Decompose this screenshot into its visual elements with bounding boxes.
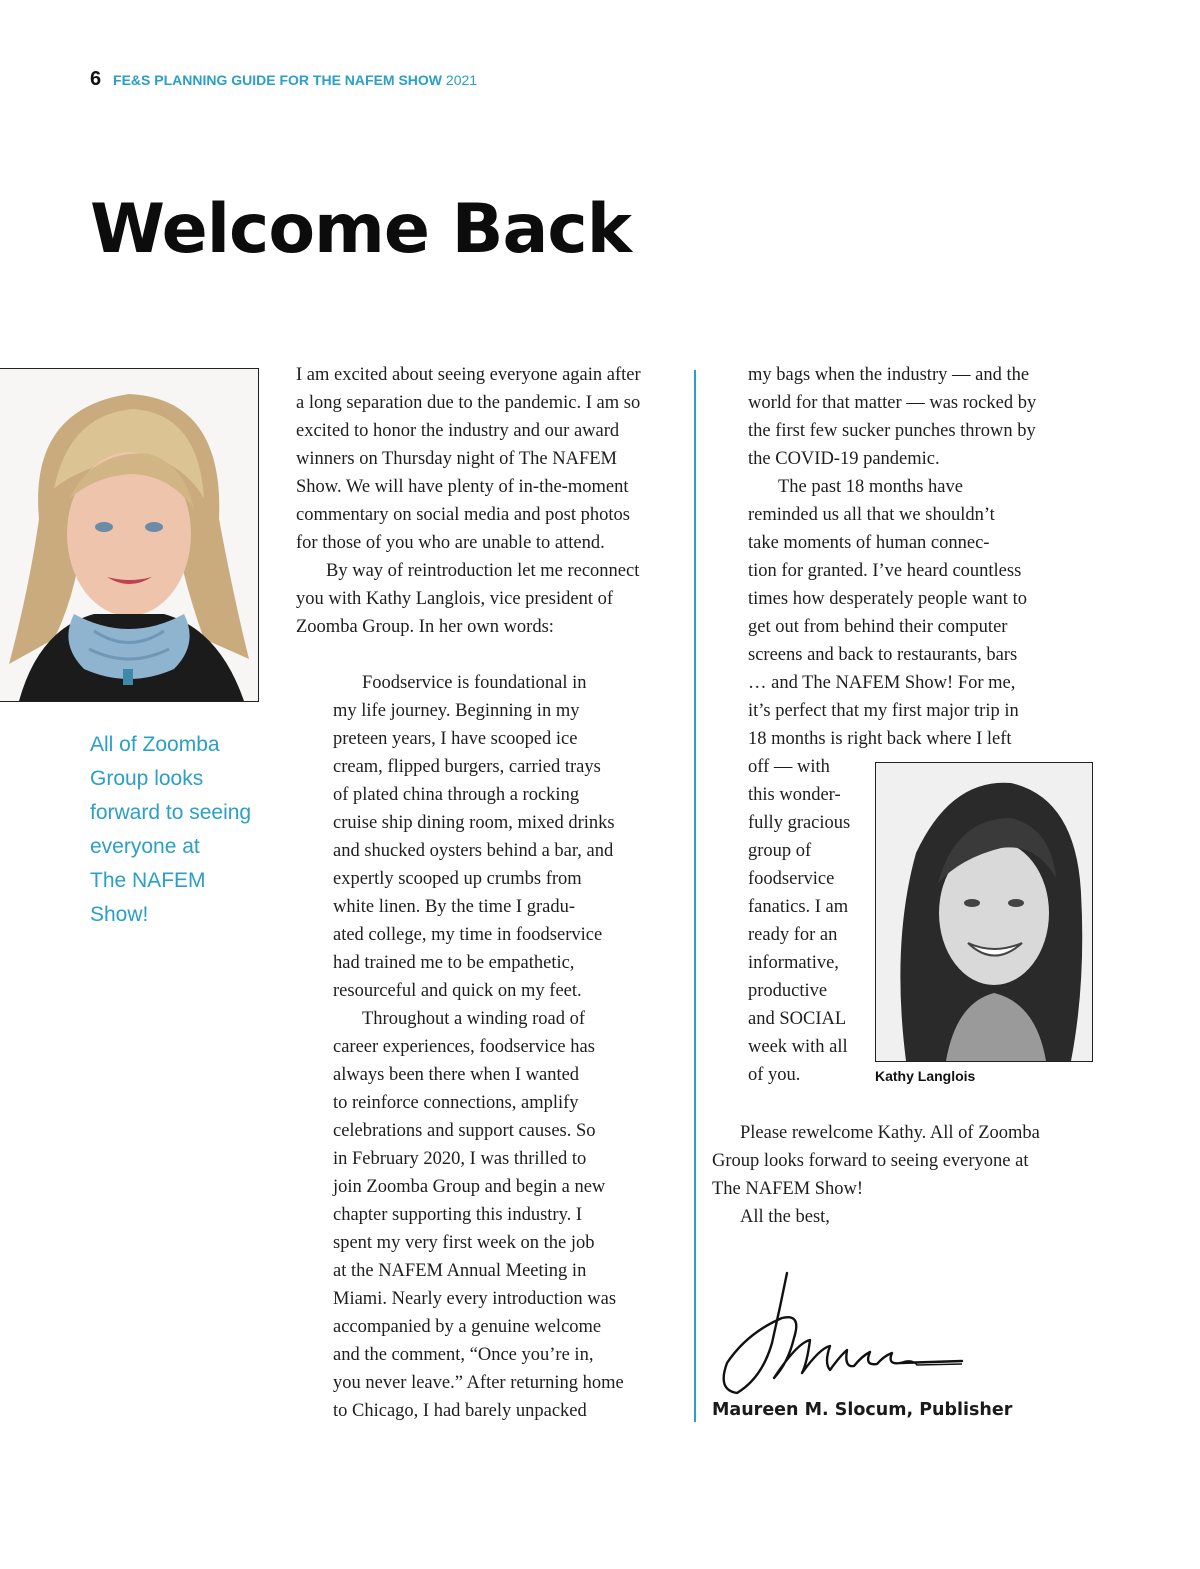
quote-text-line: of plated china through a rocking <box>333 785 580 805</box>
kathy-quote-block <box>333 669 624 1425</box>
body-text-line: informative, <box>748 953 839 973</box>
body-text-line: for those of you who are unable to attend. <box>296 533 605 553</box>
quote-text-line: join Zoomba Group and begin a new <box>333 1177 606 1197</box>
kathy-photo-caption: Kathy Langlois <box>875 1068 976 1084</box>
body-text-line: 18 months is right back where I left <box>748 729 1012 749</box>
body-text-line: By way of reintroduction let me reconnect <box>326 561 640 581</box>
handwritten-signature <box>712 1268 972 1398</box>
body-text-line: fanatics. I am <box>748 897 849 917</box>
body-text-line: productive <box>748 981 828 1001</box>
body-text-line: the COVID-19 pandemic. <box>748 449 940 469</box>
pull-quote-line: Show! <box>90 903 149 926</box>
quote-text-line: in February 2020, I was thrilled to <box>333 1149 587 1169</box>
body-text-line: winners on Thursday night of The NAFEM <box>296 449 617 469</box>
running-header <box>90 68 477 91</box>
quote-text-line: ated college, my time in foodservice <box>333 925 603 945</box>
kathy-photo <box>875 762 1093 1062</box>
quote-text-line: cream, flipped burgers, carried trays <box>333 757 601 777</box>
body-text-line: times how desperately people want to <box>748 589 1027 609</box>
quote-text-line: resourceful and quick on my feet. <box>333 981 582 1001</box>
body-text-line: this wonder- <box>748 785 841 805</box>
body-text-line: off — with <box>748 757 830 777</box>
quote-text-line: expertly scooped up crumbs from <box>333 869 582 889</box>
quote-text-line: preteen years, I have scooped ice <box>333 729 578 749</box>
body-text-line: reminded us all that we shouldn’t <box>748 505 995 525</box>
quote-text-line: chapter supporting this industry. I <box>333 1205 583 1225</box>
body-text-line: you with Kathy Langlois, vice president of <box>296 589 614 609</box>
quote-text-line: to reinforce connections, amplify <box>333 1093 579 1113</box>
quote-text-line: you never leave.” After returning home <box>333 1373 624 1393</box>
body-text-line: get out from behind their computer <box>748 617 1008 637</box>
publication-year: 2021 <box>445 72 478 88</box>
quote-text-line: white linen. By the time I gradu- <box>333 897 575 917</box>
body-text-line: week with all <box>748 1037 848 1057</box>
quote-text-line: at the NAFEM Annual Meeting in <box>333 1261 587 1281</box>
body-text-line: and SOCIAL <box>748 1009 847 1029</box>
publication-name: FE&S PLANNING GUIDE FOR THE NAFEM SHOW <box>113 72 443 88</box>
body-text-line: the first few sucker punches thrown by <box>748 421 1036 441</box>
pull-quote-line: forward to seeing <box>90 801 252 824</box>
body-text-line: group of <box>748 841 812 861</box>
body-text-line: I am excited about seeing everyone again after <box>296 365 641 385</box>
quote-text-line: and the comment, “Once you’re in, <box>333 1345 594 1365</box>
quote-text-line: celebrations and support causes. So <box>333 1121 596 1141</box>
quote-text-line: to Chicago, I had barely unpacked <box>333 1401 587 1421</box>
quote-text-line: my life journey. Beginning in my <box>333 701 580 721</box>
body-text-line: world for that matter — was rocked by <box>748 393 1037 413</box>
quote-text-line: had trained me to be empathetic, <box>333 953 575 973</box>
signature-caption: Maureen M. Slocum, Publisher <box>712 1400 1013 1420</box>
body-text-line: fully gracious <box>748 813 851 833</box>
column-divider <box>694 370 696 1422</box>
quote-text-line: spent my very first week on the job <box>333 1233 595 1253</box>
body-text-line: it’s perfect that my first major trip in <box>748 701 1019 721</box>
quote-text-line: always been there when I wanted <box>333 1065 580 1085</box>
body-column-1 <box>296 361 641 641</box>
page-number: 6 <box>90 68 102 90</box>
body-text-line: screens and back to restaurants, bars <box>748 645 1018 665</box>
body-text-line: excited to honor the industry and our award <box>296 421 620 441</box>
closing-text-line: Group looks forward to seeing everyone at <box>712 1151 1029 1171</box>
closing-text-line: All the best, <box>740 1207 830 1227</box>
page-title: Welcome Back <box>90 190 631 269</box>
closing-text-line: Please rewelcome Kathy. All of Zoomba <box>740 1123 1040 1143</box>
body-text-line: foodservice <box>748 869 835 889</box>
quote-text-line: Foodservice is foundational in <box>362 673 587 693</box>
closing-text-line: The NAFEM Show! <box>712 1179 864 1199</box>
body-text-line: ready for an <box>748 925 838 945</box>
body-text-line: my bags when the industry — and the <box>748 365 1030 385</box>
body-text-line: Show. We will have plenty of in-the-moment <box>296 477 629 497</box>
quote-text-line: Throughout a winding road of <box>362 1009 585 1029</box>
pull-quote-line: The NAFEM <box>90 869 206 892</box>
pull-quote-line: everyone at <box>90 835 200 858</box>
quote-text-line: accompanied by a genuine welcome <box>333 1317 602 1337</box>
pull-quote <box>90 728 280 932</box>
publisher-photo <box>0 368 259 702</box>
quote-text-line: cruise ship dining room, mixed drinks <box>333 813 615 833</box>
pull-quote-line: All of Zoomba <box>90 733 220 756</box>
body-text-line: commentary on social media and post photos <box>296 505 630 525</box>
body-text-line: The past 18 months have <box>778 477 963 497</box>
body-text-line: Zoomba Group. In her own words: <box>296 617 554 637</box>
body-text-line: tion for granted. I’ve heard countless <box>748 561 1022 581</box>
quote-text-line: career experiences, foodservice has <box>333 1037 595 1057</box>
pull-quote-line: Group looks <box>90 767 204 790</box>
body-text-line: a long separation due to the pandemic. I am so <box>296 393 641 413</box>
body-text-line: … and The NAFEM Show! For me, <box>748 673 1016 693</box>
quote-text-line: Miami. Nearly every introduction was <box>333 1289 617 1309</box>
body-text-line: take moments of human connec- <box>748 533 990 553</box>
body-column-3 <box>712 1119 1040 1231</box>
quote-text-line: and shucked oysters behind a bar, and <box>333 841 614 861</box>
body-text-line: of you. <box>748 1065 801 1085</box>
